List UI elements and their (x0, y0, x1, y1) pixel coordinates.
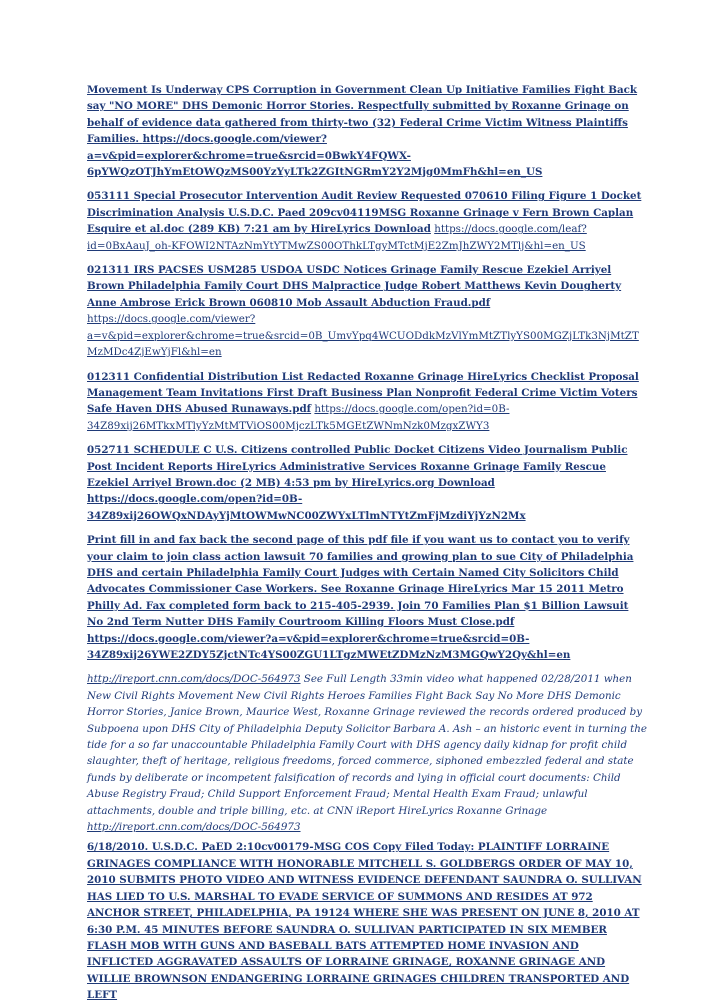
entry-special-prosecutor (87, 188, 647, 254)
entry-irs-pacses (87, 262, 647, 360)
entry-cnn-ireport (87, 671, 647, 835)
entry-title: Print fill in and fax back the second page of this pdf file if you want us to contact you to verify your claim to join class action lawsuit 70 families and growing plan to sue City of Philadelphia DHS and certain Philadelphia Family Court Judges with Certain Named City Solicitors Child Advocates Commissioner Case Workers. See Roxanne Grinage HireLyrics Mar 15 2011 Metro Philly Ad. Fax completed form back to 215-405-2939. Join 70 Families Plan $1 Billion Lawsuit No 2nd Term Nutter DHS Family Courtroom Killing Floors Must Close.pdf (87, 534, 634, 629)
entry-title[interactable]: 021311 IRS PACSES USM285 USDOA USDC Notices Grinage Family Rescue Ezekiel Arriyel Brown Philadelphia Family Court DHS Malpractice Judge Robert Matthews Kevin Dougherty Anne Ambrose Erick Brown 060810 Mob Assault Abduction Fraud.pdf (87, 264, 622, 309)
cnn-link-start[interactable]: http://ireport.cnn.com/docs/DOC-564973 (87, 673, 301, 686)
cnn-link-end[interactable]: http://ireport.cnn.com/docs/DOC-564973 (87, 821, 301, 834)
entry-usdc-filing[interactable] (87, 839, 647, 1003)
entry-description: See Full Length 33min video what happened 02/28/2011 when New Civil Rights Movement New Civil Rights Heroes Families Fight Back Say No More DHS Demonic Horror Stories, Janice Brown, Maurice West, Roxanne Grinage reviewed the records ordered produced by Subpoena upon DHS City of Philadelphia Deputy Solicitor Barbara A. Ash – an historic event in turning the tide for a so far unaccountable Philadelphia Family Court with DHS agency daily kidnap for profit child slaughter, theft of heritage, religious freedoms, forced commerce, siphoned embezzled federal and state funds by deliberate or incompetent falsification of records and lying in official court documents: Child Abuse Registry Fraud; Child Support Enforcement Fraud; Mental Health Exam Fraud; unlawful attachments, double and triple billing, etc. at CNN iReport HireLyrics Roxanne Grinage (87, 673, 647, 817)
document-page (87, 82, 647, 1004)
entry-link[interactable]: https://docs.google.com/leaf?id=0BxAauJ_oh-KFOWI2NTAzNmYtYTMwZS00OThkLTgyMTctMjE2ZmJhZWY2MTlj&hl=en_US (87, 223, 587, 252)
entry-link[interactable]: https://docs.google.com/viewer?a=v&pid=explorer&chrome=true&srcid=0B_UmvYpq4WCUODdkMzVlYmMtZTlyYS00MGZjLTk3NjMtZTMzMDc4ZjEwYjFl&hl=en (87, 313, 639, 359)
entry-link[interactable]: https://docs.google.com/open?id=0B-34Z89xij26MTkxMTlyYzMtMTViOS00MjczLTk5MGEtZWNmNzk0MzgxZWY3 (87, 403, 510, 432)
entry-title: Movement Is Underway CPS Corruption in Government Clean Up Initiative Families Fight Back say "NO MORE" DHS Demonic Horror Stories. Respectfully submitted by Roxanne Grinage on behalf of evidence data gathered from thirty-two (32) Federal Crime Victim Witness Plaintiffs Families. (87, 84, 638, 146)
entry-link[interactable]: https://docs.google.com/open?id=0B-34Z89xij26OWQxNDAyYjMtOWMwNC00ZWYxLTlmNTYtZmFjMzdiYjYzN2Mx (87, 493, 526, 522)
entry-confidential-distribution (87, 369, 647, 435)
entry-title[interactable]: 052711 SCHEDULE C U.S. Citizens controlled Public Docket Citizens Video Journalism Public Post Incident Reports HireLyrics Administrative Services Roxanne Grinage Family Rescue Ezekiel Arriyel Brown.doc (2 MB) 4:53 pm by HireLyrics.org Download (87, 444, 628, 489)
entry-movement-underway[interactable] (87, 82, 647, 180)
entry-link[interactable]: https://docs.google.com/viewer?a=v&pid=explorer&chrome=true&srcid=0BwkY4FQWX-6pYWQzOTJhYmEtOWQzMS00YzYyLTk2ZGItNGRmY2Y2Mjg0MmFh&hl=en_US (87, 133, 543, 179)
entry-link[interactable]: https://docs.google.com/viewer?a=v&pid=explorer&chrome=true&srcid=0B-34Z89xij26YWE2ZDY5ZjctNTc4YS00ZGU1LTgzMWEtZDMzNzM3MGQwY2Qy&hl=en (87, 632, 571, 661)
entry-title[interactable]: 053111 Special Prosecutor Intervention Audit Review Requested 070610 Filing Figure 1 Docket Discrimination Analysis U.S.D.C. Paed 209cv04119MSG Roxanne Grinage v Fern Brown Caplan Esquire et al.doc (289 KB) 7:21 am by HireLyrics Download (87, 190, 642, 236)
entry-print-fill-fax[interactable] (87, 532, 647, 663)
entry-title[interactable]: 012311 Confidential Distribution List Redacted Roxanne Grinage HireLyrics Checklist Proposal Management Team Invitations First Draft Business Plan Nonprofit Federal Crime Victim Voters Safe Haven DHS Abused Runaways.pdf (87, 370, 639, 416)
entry-title: 6/18/2010. U.S.D.C. PaED 2:10cv00179-MSG COS Copy Filed Today: PLAINTIFF LORRAINE GRINAGES COMPLIANCE WITH HONORABLE MITCHELL S. GOLDBERGS ORDER OF MAY 10, 2010 SUBMITS PHOTO VIDEO AND WITNESS EVIDENCE DEFENDANT SAUNDRA O. SULLIVAN HAS LIED TO U.S. MARSHAL TO EVADE SERVICE OF SUMMONS AND RESIDES AT 972 ANCHOR STREET, PHILADELPHIA, PA 19124 WHERE SHE WAS PRESENT ON JUNE 8, 2010 AT 6:30 P.M. 45 MINUTES BEFORE SAUNDRA O. SULLIVAN PARTICIPATED IN SIX MEMBER FLASH MOB WITH GUNS AND BASEBALL BATS ATTEMPTED HOME INVASION AND INFLICTED AGGRAVATED ASSAULTS OF LORRAINE GRINAGE, ROXANNE GRINAGE AND WILLIE BROWNSON ENDANGERING LORRAINE GRINAGES CHILDREN TRANSPORTED AND LEFT (87, 841, 642, 1002)
entry-schedule-c (87, 442, 647, 524)
